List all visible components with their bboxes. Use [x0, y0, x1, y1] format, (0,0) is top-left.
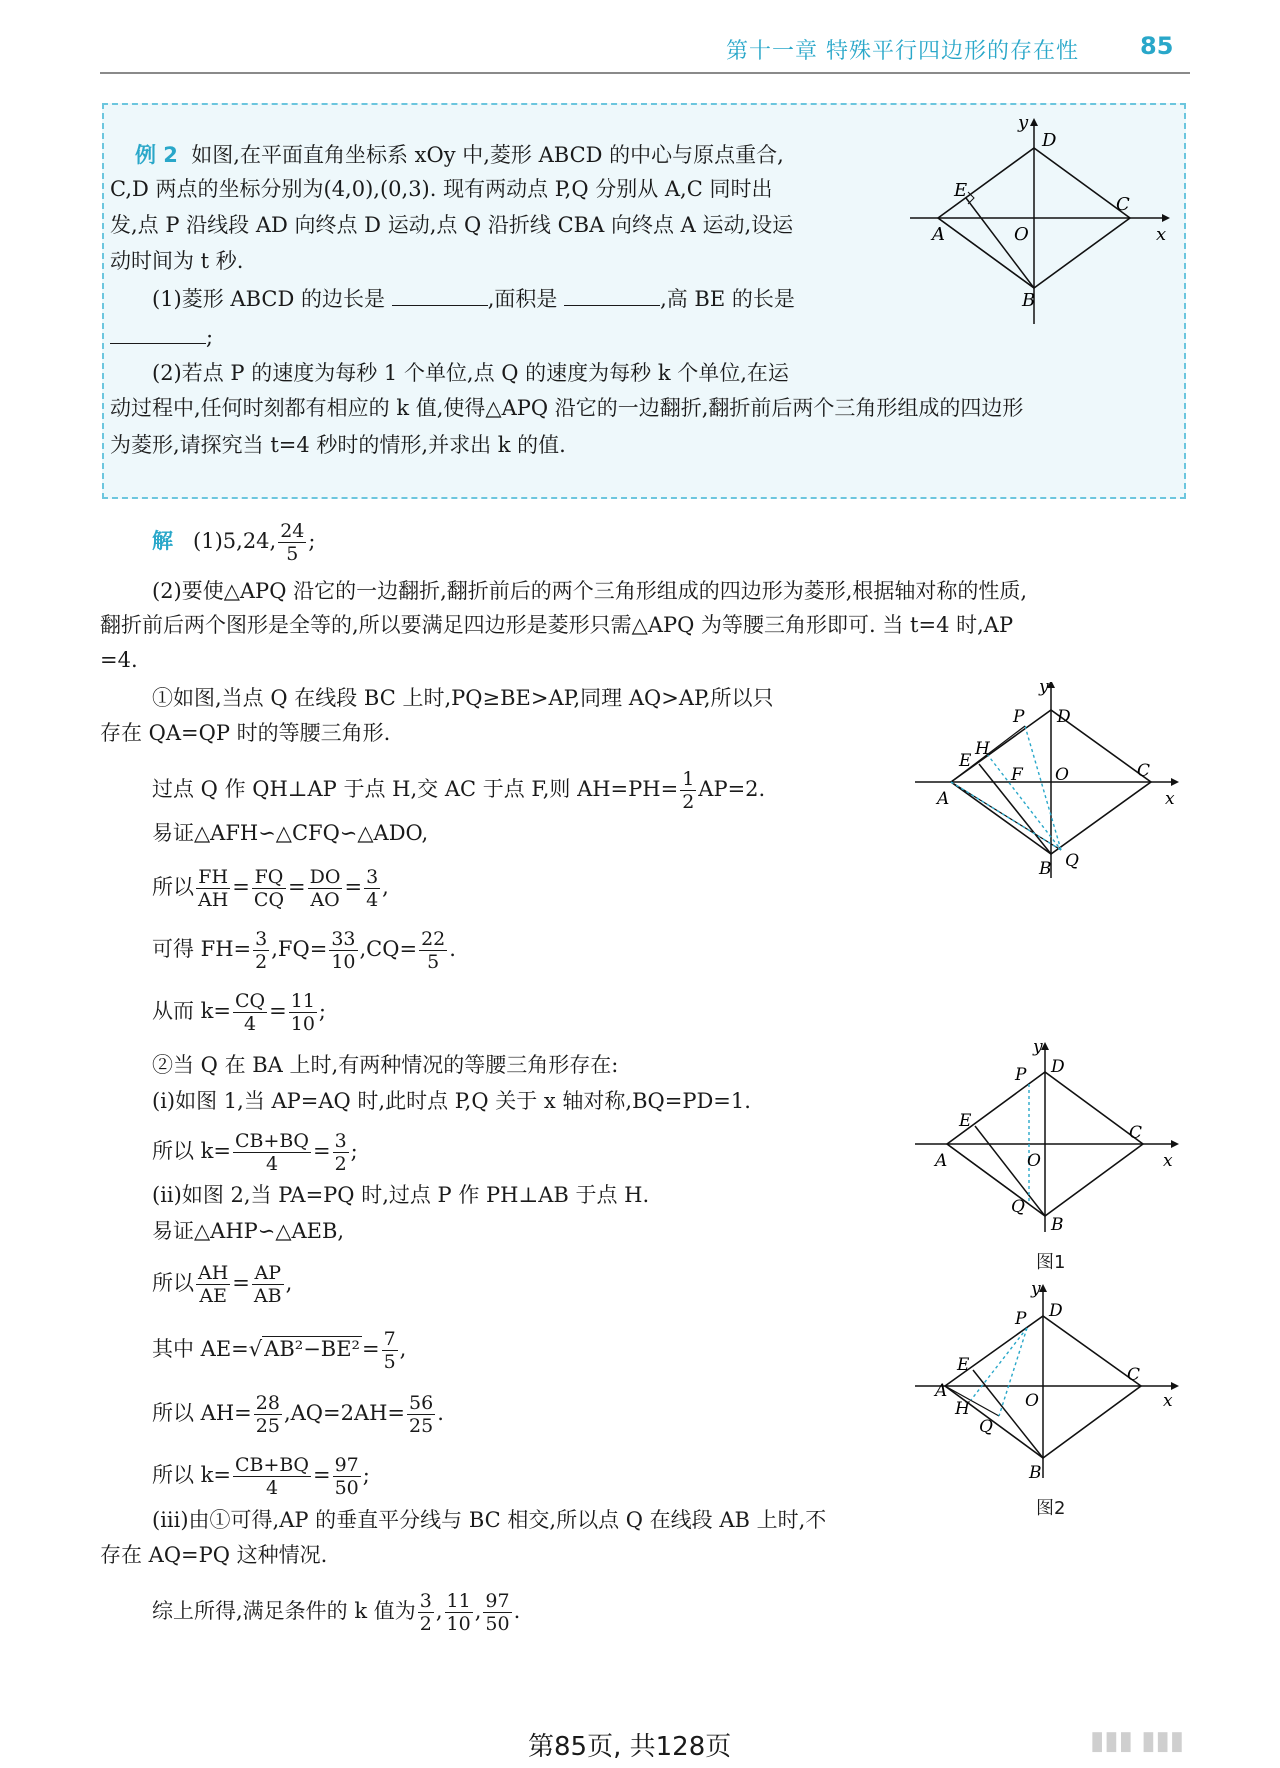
fraction-numerator: 97: [334, 1454, 359, 1476]
label-e: E: [954, 180, 968, 201]
question-2-line-1: (2)若点 P 的速度为每秒 1 个单位,点 Q 的速度为每秒 k 个单位,在运: [152, 361, 789, 385]
semicolon: ;: [318, 999, 326, 1023]
label-c: C: [1116, 194, 1130, 215]
part1-text: (1)5,24,: [193, 529, 277, 553]
fraction-denominator: 10: [446, 1613, 471, 1635]
k2-line: [152, 1130, 358, 1175]
part1-tail: ;: [308, 529, 316, 553]
case2iii-line-1: (iii)由①可得,AP 的垂直平分线与 BC 相交,所以点 Q 在线段 AB 上时,不: [152, 1508, 827, 1532]
period: .: [449, 937, 456, 961]
fraction-numerator: 11: [290, 990, 315, 1012]
qh-text: 过点 Q 作 QH⊥AP 于点 H,交 AC 于点 F,则 AH=PH=: [152, 777, 679, 801]
label-a: A: [932, 224, 945, 245]
solution-part-1: [152, 520, 315, 565]
label-y: y: [1039, 682, 1049, 697]
label-d: D: [1051, 1057, 1065, 1077]
fraction-denominator: AB: [253, 1285, 282, 1307]
equals-sign: =: [232, 1271, 250, 1295]
qh-line: [152, 768, 765, 813]
similar-line-2: 易证△AHP∽△AEB,: [152, 1219, 345, 1243]
label-d: D: [1057, 707, 1071, 727]
fraction-numerator: 7: [383, 1328, 396, 1350]
label-c: C: [1127, 1365, 1141, 1385]
k2-prefix: 所以 k=: [152, 1139, 231, 1163]
page-number: 85: [1140, 32, 1174, 60]
fraction-denominator: 5: [383, 1351, 396, 1373]
fraction-28-25: [254, 1392, 282, 1437]
ratio-line: [152, 866, 389, 911]
ratio2-prefix: 所以: [152, 1271, 194, 1295]
fraction-22-5: [419, 928, 447, 973]
fraction-numerator: CB+BQ: [235, 1454, 309, 1476]
label-h: H: [975, 739, 990, 759]
k3-line: [152, 1454, 370, 1499]
label-e: E: [959, 751, 972, 771]
fraction-denominator: CQ: [253, 889, 285, 911]
label-y: y: [1031, 1282, 1041, 1299]
label-d: D: [1049, 1301, 1063, 1321]
case1-line-1: ①如图,当点 Q 在线段 BC 上时,PQ≥BE>AP,同理 AQ>AP,所以只: [152, 686, 774, 710]
fraction-cq-4: [233, 990, 267, 1035]
fraction-3-2-k: [333, 1130, 349, 1175]
fraction-11-10-c: [445, 1590, 473, 1635]
question-2-line-3: 为菱形,请探究当 t=4 秒时的情形,并求出 k 的值.: [110, 433, 566, 457]
similar-line-1: 易证△AFH∽△CFQ∽△ADO,: [152, 821, 429, 845]
fraction-fq-cq: [252, 866, 286, 911]
conclusion-tail: .: [513, 1599, 521, 1623]
fraction-numerator: CB+BQ: [235, 1130, 309, 1152]
fraction-denominator: 2: [682, 791, 695, 813]
label-a: A: [935, 1381, 948, 1401]
fraction-numerator: 1: [682, 768, 695, 790]
fraction-3-4: [364, 866, 380, 911]
label-x: x: [1156, 224, 1167, 245]
label-b: B: [1051, 1215, 1064, 1235]
example-text-1: 如图,在平面直角坐标系 xOy 中,菱形 ABCD 的中心与原点重合,: [191, 143, 784, 167]
ae-prefix: 其中 AE=: [152, 1337, 249, 1361]
answer-blank-side: [392, 285, 488, 306]
equals-sign: =: [232, 875, 250, 899]
fraction-3-2-c: [418, 1590, 434, 1635]
semicolon: ;: [350, 1139, 358, 1163]
fraction-ah-ae: [196, 1262, 230, 1307]
k3-prefix: 所以 k=: [152, 1463, 231, 1487]
comma: ,: [435, 1599, 443, 1623]
question-1-line-2: [110, 322, 213, 352]
sqrt-expression: AB²−BE²: [264, 1337, 360, 1361]
answer-blank-height: [110, 323, 206, 344]
equals-sign: =: [269, 999, 287, 1023]
chapter-title: 第十一章 特殊平行四边形的存在性: [726, 39, 1079, 64]
fraction-ap-ab: [252, 1262, 284, 1307]
comma: ,: [474, 1599, 482, 1623]
label-y: y: [1018, 112, 1029, 133]
fraction-numerator: 3: [255, 928, 268, 950]
page-counter: 第85页, 共128页: [528, 1732, 732, 1762]
semicolon: ;: [362, 1463, 370, 1487]
fraction-97-50: [333, 1454, 361, 1499]
fraction-denominator: 4: [265, 1153, 279, 1175]
example-line-2: C,D 两点的坐标分别为(4,0),(0,3). 现有两动点 P,Q 分别从 A,C 同时出: [110, 177, 773, 201]
case1-line-2: 存在 QA=QP 时的等腰三角形.: [100, 721, 391, 745]
label-c: C: [1129, 1123, 1143, 1143]
label-b: B: [1029, 1463, 1042, 1482]
label-c: C: [1137, 761, 1151, 781]
label-e: E: [957, 1355, 970, 1375]
label-p: P: [1015, 1309, 1027, 1329]
ratio-prefix: 所以: [152, 875, 194, 899]
fraction-cbbq-4: [233, 1130, 311, 1175]
figure-2: [915, 1282, 1185, 1482]
fraction-numerator: 3: [419, 1590, 432, 1612]
label-a: A: [937, 789, 950, 809]
label-d: D: [1042, 130, 1057, 151]
k1-line: [152, 990, 326, 1035]
label-q: Q: [1011, 1197, 1025, 1217]
period: .: [437, 1401, 444, 1425]
fh-prefix: 可得 FH=: [152, 937, 252, 961]
fraction-7-5: [382, 1328, 398, 1373]
label-b: B: [1022, 290, 1036, 311]
label-q: Q: [979, 1417, 993, 1437]
fraction-numerator: FQ: [252, 866, 286, 889]
label-x: x: [1163, 1391, 1173, 1411]
fraction-numerator: AP: [252, 1262, 284, 1285]
label-o: O: [1027, 1151, 1041, 1171]
watermark-logo: ▮▮▮ ▮▮▮: [1090, 1726, 1185, 1756]
conclusion-line: [152, 1590, 520, 1635]
comma: ,: [285, 1271, 293, 1295]
fraction-denominator: 5: [427, 951, 440, 973]
fraction-numerator: 28: [255, 1392, 280, 1414]
case2-line: ②当 Q 在 BA 上时,有两种情况的等腰三角形存在:: [152, 1053, 619, 1077]
fraction-3-2: [253, 928, 269, 973]
fraction-denominator: 5: [286, 543, 299, 565]
figure-rhombus-main: [910, 112, 1180, 332]
cq-label: ,CQ=: [359, 937, 418, 961]
fraction-denominator: 4: [366, 889, 379, 911]
fraction-denominator: 10: [290, 1013, 315, 1035]
fraction-denominator: AH: [198, 889, 229, 911]
conclusion-prefix: 综上所得,满足条件的 k 值为: [152, 1599, 416, 1623]
question-1-text-a: (1)菱形 ABCD 的边长是: [152, 287, 385, 311]
case2ii-line: (ii)如图 2,当 PA=PQ 时,过点 P 作 PH⊥AB 于点 H.: [152, 1183, 650, 1207]
question-1-line: [152, 284, 795, 314]
fraction-denominator: 25: [255, 1415, 280, 1437]
part2-line-1: (2)要使△APQ 沿它的一边翻折,翻折前后的两个三角形组成的四边形为菱形,根据轴对称的性质,: [152, 579, 1028, 603]
fraction-denominator: 4: [265, 1477, 279, 1499]
fraction-fh-ah: [196, 866, 230, 911]
example-label: 例 2: [135, 143, 178, 167]
label-q: Q: [1065, 851, 1079, 871]
part2-line-2: 翻折前后两个图形是全等的,所以要满足四边形是菱形只需△APQ 为等腰三角形即可. 当 t=4 时,AP: [100, 613, 1014, 637]
comma: ,: [382, 875, 389, 899]
fraction-denominator: 10: [331, 951, 356, 973]
k1-prefix: 从而 k=: [152, 999, 231, 1023]
label-b: B: [1039, 859, 1052, 879]
fraction-numerator: 56: [409, 1392, 434, 1414]
fraction-24-5: [278, 520, 306, 565]
figure-2-caption: 图2: [1036, 1498, 1066, 1519]
equals-sign: =: [288, 875, 306, 899]
question-1-end: ;: [206, 325, 214, 349]
figure-1: [915, 1040, 1185, 1236]
ah-prefix: 所以 AH=: [152, 1401, 252, 1425]
fraction-denominator: 2: [419, 1613, 432, 1635]
fq-label: ,FQ=: [271, 937, 328, 961]
fraction-1-2: [680, 768, 696, 813]
fraction-numerator: 3: [366, 866, 379, 888]
fraction-do-ao: [308, 866, 343, 911]
fraction-numerator: CQ: [235, 990, 266, 1012]
fraction-numerator: 97: [485, 1590, 510, 1612]
ae-line: 其中 AE=√AB²−BE²= $\frac{7}{5}$ ,: [152, 1328, 407, 1373]
solution-label: 解: [152, 529, 173, 553]
part2-line-3: =4.: [100, 648, 138, 672]
label-x: x: [1165, 789, 1175, 809]
label-y: y: [1033, 1040, 1043, 1057]
label-o: O: [1025, 1391, 1039, 1411]
example-line-1: [135, 140, 784, 170]
fraction-denominator: AO: [310, 889, 340, 911]
equals-sign: =: [312, 1139, 331, 1163]
label-o: O: [1055, 765, 1069, 785]
fraction-denominator: 2: [255, 951, 268, 973]
fraction-numerator: 3: [334, 1130, 347, 1152]
fraction-denominator: 50: [485, 1613, 510, 1635]
figure-1-caption: 图1: [1036, 1252, 1066, 1273]
example-line-4: 动时间为 t 秒.: [110, 249, 244, 273]
fraction-denominator: 25: [409, 1415, 434, 1437]
label-p: P: [1015, 1065, 1027, 1085]
label-o: O: [1014, 224, 1029, 245]
values-line: [152, 928, 456, 973]
fraction-numerator: FH: [196, 866, 230, 889]
example-line-3: 发,点 P 沿线段 AD 向终点 D 运动,点 Q 沿折线 CBA 向终点 A 运动,设运: [110, 213, 794, 237]
figure-case-1: [915, 682, 1185, 882]
qh-tail: AP=2.: [698, 777, 766, 801]
fraction-11-10: [289, 990, 317, 1035]
label-x: x: [1163, 1151, 1173, 1171]
fraction-33-10: [329, 928, 357, 973]
case2iii-line-2: 存在 AQ=PQ 这种情况.: [100, 1543, 328, 1567]
question-1-text-c: ,高 BE 的长是: [660, 287, 795, 311]
comma: ,: [399, 1337, 407, 1361]
fraction-numerator: 24: [280, 520, 305, 542]
fraction-97-50-c: [483, 1590, 511, 1635]
fraction-denominator: 2: [334, 1153, 347, 1175]
ah-line: [152, 1392, 444, 1437]
equals-sign: =: [312, 1463, 331, 1487]
label-e: E: [959, 1111, 972, 1131]
label-f: F: [1011, 765, 1023, 785]
fraction-denominator: AE: [199, 1285, 227, 1307]
label-p: P: [1013, 707, 1025, 727]
fraction-denominator: 50: [334, 1477, 359, 1499]
fraction-denominator: 4: [244, 1013, 257, 1035]
case2i-line: (i)如图 1,当 AP=AQ 时,此时点 P,Q 关于 x 轴对称,BQ=PD=1.: [152, 1089, 751, 1113]
fraction-numerator: 22: [421, 928, 446, 950]
label-h: H: [955, 1399, 970, 1419]
fraction-cbbq-4-b: [233, 1454, 311, 1499]
header-divider: [100, 72, 1190, 74]
answer-blank-area: [564, 285, 660, 306]
fraction-numerator: DO: [309, 866, 341, 888]
equals-sign: =: [344, 875, 363, 899]
question-1-text-b: ,面积是: [487, 287, 558, 311]
ratio2-line: [152, 1262, 292, 1307]
label-a: A: [935, 1151, 948, 1171]
question-2-line-2: 动过程中,任何时刻都有相应的 k 值,使得△APQ 沿它的一边翻折,翻折前后两个三角形组成的四边形: [110, 396, 1024, 420]
fraction-numerator: 33: [331, 928, 356, 950]
aq-label: ,AQ=2AH=: [283, 1401, 406, 1425]
fraction-56-25: [407, 1392, 435, 1437]
fraction-numerator: 11: [446, 1590, 471, 1612]
fraction-numerator: AH: [198, 1262, 229, 1284]
equals-sign: =: [361, 1337, 380, 1361]
